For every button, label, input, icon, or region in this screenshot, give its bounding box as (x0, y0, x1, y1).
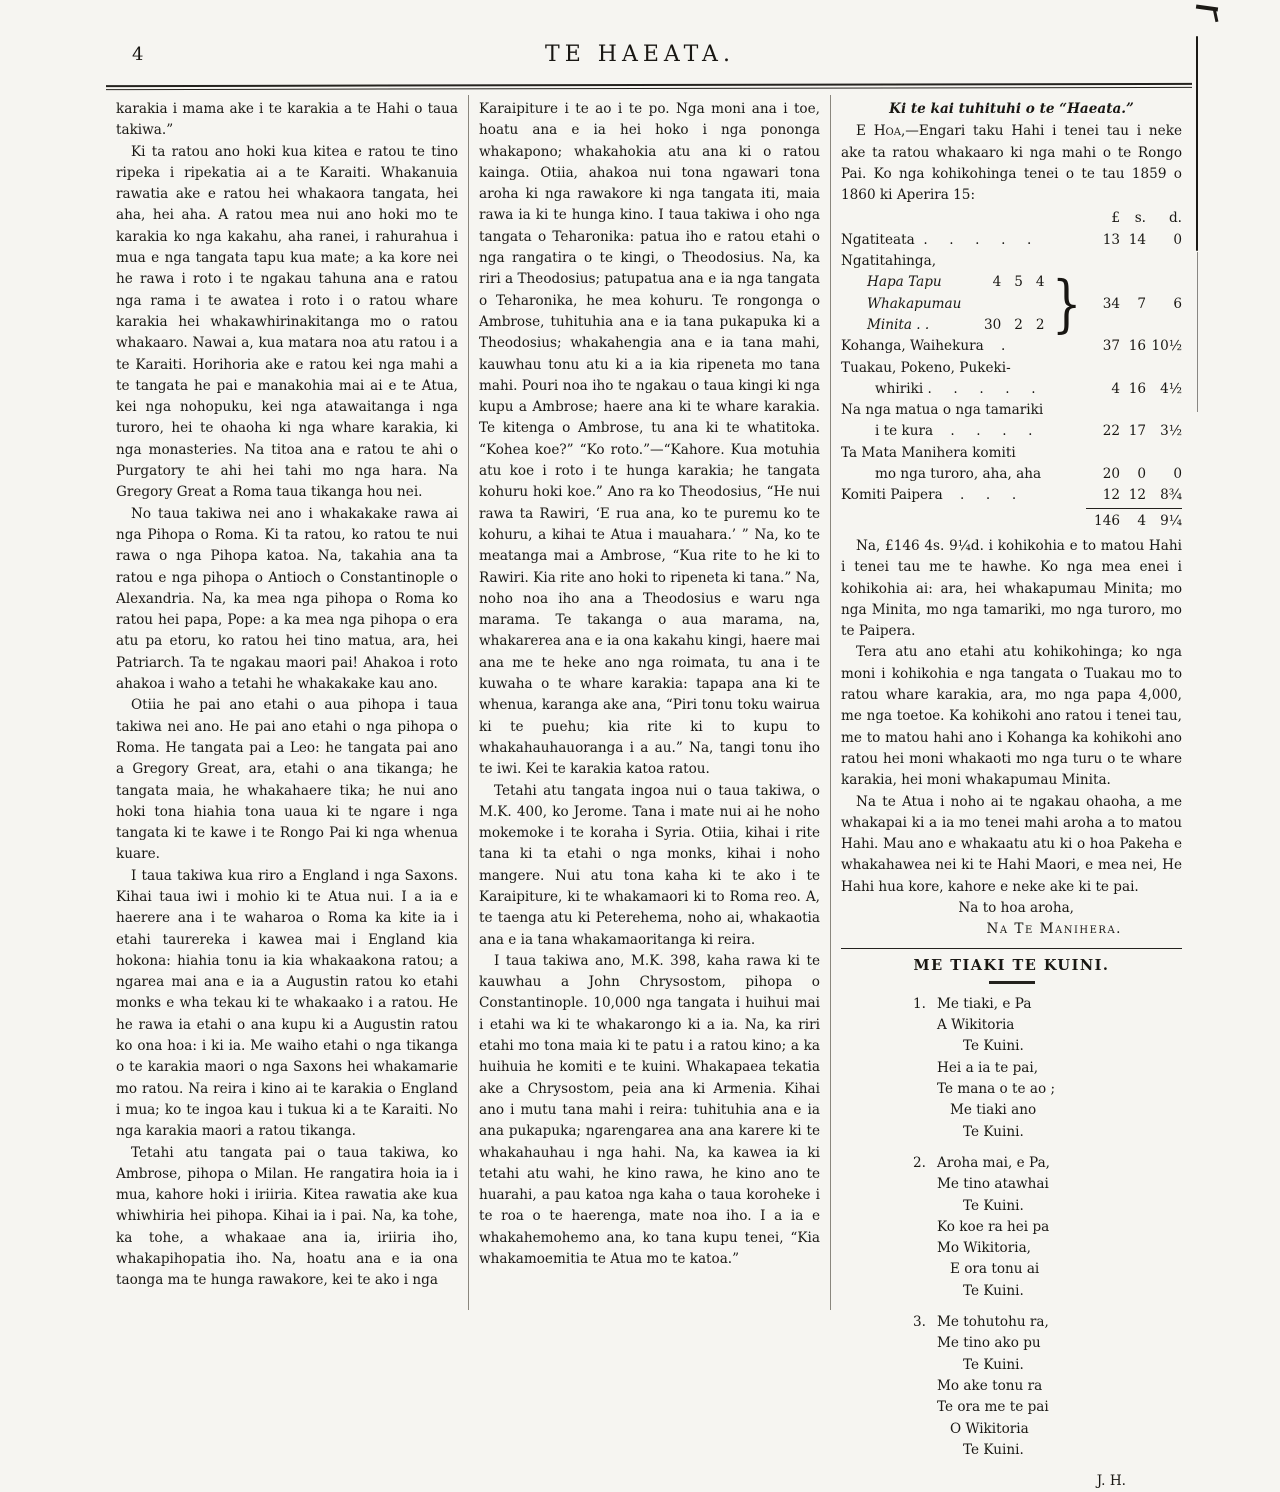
paragraph: Na te Atua i noho ai te ngakau ohaoha, a me whakapai ki a ia mo tenei mahi aroha a to matou Hahi. Mau ano e whakaatu atu ki o hoa Pakeha e whakahawea nei ki te Hahi Maori, e mea nei, He Hahi hua kore, kahore e neke ake ki te pai. (841, 793, 1182, 895)
table-row: Na nga matua o nga tamariki (841, 402, 1044, 419)
table-total-row: 146 4 9¼ (841, 508, 1182, 532)
poem-stanza: 3. Me tohutohu ra, Me tino ako pu Te Kuini. Mo ake tonu ra Te ora me te pai O Wikitoria Te Kuini. (913, 1314, 1049, 1458)
poem-stanza: 1. Me tiaki, e Pa A Wikitoria Te Kuini. Hei a ia te pai, Te mana o te ao ; Me tiaki ano Te Kuini. (913, 995, 1056, 1140)
section-divider (841, 948, 1182, 950)
table-subrow: Minita . . 30 2 2 (867, 316, 1045, 333)
table-row: whiriki . . . . . 4 16 4½ (875, 380, 1182, 397)
column-2 (468, 95, 830, 1310)
table-row: Ta Mata Manihera komiti (841, 444, 1016, 461)
paragraph: Tetahi atu tangata pai o taua takiwa, ko Ambrose, pihopa o Milan. He rangatira hoia ia i mua, kahore hoki i iriiria. Kitea rawatia ake kua whiwhiria hei pihopa. Kihai ia i pai. Na, ka tohe, ka tohe, a whakaae ana ia, iriiria iho, whakapihopatia iho. Na, hoatu ana e ia ona taonga ma te hunga rawakore, kei te ako i nga (116, 1144, 458, 1289)
table-row: Ngatiteata . . . . . 13 14 0 (841, 231, 1182, 248)
paragraph: Tera atu ano etahi atu kohikohinga; ko nga moni i kohikohia e nga tangata o Tuakau mo to ratou whare karakia, ara, mo nga papa 4,000, me nga toetoe. Ka kohikohi ano ratou i tenei tau, me to matou hahi ano i Kohanga ka kohikohi ano ratou hei moni whakaoti mo nga turu o te whare karakia, hei moni whakapumau Minita. (841, 644, 1182, 789)
poem-title: ME TIAKI TE KUINI. (913, 957, 1110, 975)
stanza-number: 2. (913, 1154, 926, 1171)
pence-header: d. (1168, 210, 1182, 227)
table-group-row: Hapa Tapu 4 5 4 Whakapumau Minita . . 30 2 2 } 34 7 6 (841, 272, 1182, 336)
signature: Na Te Manihera. (986, 921, 1122, 938)
paragraph: Na, £146 4s. 9¼d. i kohikohia e to matou Hahi i tenei tau me te hawhe. Ko nga mea enei i kohikohia ai: ara, hei whakapumau Minita; mo nga Minita, mo nga tamariki, mo nga turoro, mo te Paipera. (841, 537, 1182, 640)
table-row: Tuakau, Pokeno, Pukeki- (841, 359, 1011, 376)
table-row: mo nga turoro, aha, aha 20 0 0 (875, 466, 1182, 483)
scan-artifact (1196, 36, 1198, 251)
salutation: E Hoa, (856, 123, 906, 140)
header-rule (106, 84, 1192, 89)
letter-intro-text: —Engari taku Hahi i tenei tau i neke ake ta ratou whakaaro ki nga mahi o te Rongo Pai. Ko nga kohikohinga tenei o te tau 1859 o 1860 ki Aperira 15: (841, 123, 1183, 204)
paragraph: I taua takiwa ano, M.K. 398, kaha rawa ki te kauwhau a John Chrysostom, pihopa o Constantinople. 10,000 nga tangata i huihui mai i etahi wa ki te whakarongo ki a ia. Na, ka riri etahi mo tona maia ki te patu i a ratou kino; a ka huihuia he komiti e te kuini. Whakapaea tekatia ake a Chrysostom, peia ana ki Armenia. Kihai ano i mutu tana mahi i reira: tuhituhia ana e ia ana pukapuka; ngarengarea ana ana karere ki te whakahauhau i nga hahi. Na, ka kawea ia ki tetahi atu wahi, he kino rawa, he kino ano te huarahi, a pau katoa nga kaha o taua koroheke i te roa o te haerenga, mate noa iho. I a ia e whakahemohemo ana, ko tana kupu tenei, “Kia whakamoemitia te Atua mo te katoa.” (479, 952, 820, 1268)
paragraph: No taua takiwa nei ano i whakakake rawa ai nga Pihopa o Roma. Ki ta ratou, ko ratou te nui rawa o nga Pihopa katoa. Na, takahia ana ta ratou e nga pihopa o Antioch o Constantinople o Alexandria. Na, ka mea nga pihopa o Roma ko ratou hei papa, Pope: a ka mea nga pihopa o era atu pa etoru, ko ratou hei tino matua, ara, hei Patriarch. Ta te ngakau maori pai! Ahakoa i roto ahakoa i waho a tetahi he whakakake kau ano. (116, 505, 458, 693)
table-row: Kohanga, Waihekura . 37 16 10½ (841, 338, 1182, 355)
paragraph: Otiia he pai ano etahi o aua pihopa i taua takiwa nei ano. He pai ano etahi o nga pihopa o Roma. He tangata pai a Leo: he tangata pai ano a Gregory Great, ara, etahi o ana tikanga; he tangata maia, he whakahaere tika; he nui ano hoki tona hiahia tona uaua ki te ngare i nga tangata ki te kawe i te Rongo Pai ki nga whenua kuare. (116, 697, 458, 863)
poem-byline: J. H. (1096, 1473, 1126, 1490)
table-subrow: Whakapumau (867, 295, 962, 312)
paragraph: Ki ta ratou ano hoki kua kitea e ratou te tino ripeka i ripekatia ai a te Karaiti. Whakanuia rawatia ake e ratou hei whakaora tangata, hei aha, hei aha. A ratou mea nui ano hoki mo te karakia ko nga kakahu, aha ranei, i rahurahua i mua e nga tangata tapu kua mate; a ka kore nei he rawa i roto i te ngakau tahuna ana e ratou nga rama i te awatea i roto i o ratou whare karakia hei whakawhirinakitanga mo o ratou whakaaro. Nawai a, kua matara noa atu ratou i a te Karaiti. Horihoria ake e ratou kei nga mahi a te tangata he pai e manakohia mai ai e te Atua, kei nga nohopuku, kei nga atawaitanga i nga turoro, hei te ohaoha ki nga whare karakia, ki nga monasteries. Na titoa ana e ratou te ahi o Purgatory te ahi hei tahi mo nga hara. Na Gregory Great a Roma taua tikanga hou nei. (116, 143, 458, 501)
valediction: Na to hoa aroha, (958, 899, 1074, 916)
table-row: Ngatitahinga, (841, 253, 937, 270)
stanza-number: 3. (913, 1314, 926, 1331)
paragraph: karakia i mama ake i te karakia a te Hahi o taua takiwa.” (116, 101, 458, 139)
masthead-title: TE HAEATA. (545, 42, 735, 67)
stanza-number: 1. (913, 995, 926, 1012)
page-number: 4 (132, 44, 144, 65)
paragraph: Karaipiture i te ao i te po. Nga moni ana i toe, hoatu ana e ia hei hoko i nga pononga whakapono; whakahokia atu ana ki o ratou kainga. Otiia, ahakoa nui tona ngawari tona aroha ki nga rawakore ki nga tangata iti, maia rawa ia ki te hunga kino. I taua takiwa i oho nga tangata o Teharonika: patua iho e ratou etahi o nga rangatira o te kingi, o Theodosius. Na, ka riri a Theodosius; patupatua ana e ia nga tangata o Teharonika, he mea kohuru. Te rongonga o Ambrose, tuhituhia ana e ia tana pukapuka ki a Theodosius; whakahengia ana e ia tana mahi, kauwhau tonu atu ki a ia kia ripeneta mo tana mahi. Pouri noa iho te ngakau o taua kingi ki nga kupu a Ambrose; haere ana ki te whare karakia. Te kitenga o Ambrose, tu ana ki te whatitoka. “Kohea koe?” “Ko roto.”—“Kahore. Kua motuhia atu koe i roto i te hunga karakia; he tangata kohuru hoki koe.” Ano ra ko Theodosius, “He nui rawa ta Rawiri, ‘E rua ana, ko te puremu ko te kohuru, a kihai te Atua i mauahara.’ ” Na, ko te meatanga mai a Ambrose, “Kua rite to he ki to Rawiri. Kia rite ano hoki to ripeneta ki tana.” Na, noho noa iho ana a Theodosius e waru nga marama. Te takanga o aua marama, na, whakarerea ana e ia ona kakahu kingi, haere mai ana me te heke ano nga roimata, tu ana i te kuwaha o te whare karakia: tapapa ana ki te whenua, karanga ake ana, “Piri tonu toku wairua ki te puehu; kia rite ki to kupu to whakahauhauoranga i a au.” Na, tangi tonu iho te iwi. Kei te karakia katoa ratou. (479, 101, 820, 778)
letter-heading: Ki te kai tuhituhi o te “Haeata.” (889, 101, 1134, 117)
table-currency-header (841, 208, 1182, 229)
article-columns (106, 95, 1192, 1490)
page-header (0, 0, 1280, 104)
pounds-header: £ (1111, 210, 1120, 227)
column-3 (830, 95, 1192, 1490)
table-row: Komiti Paipera . . . 12 12 8¾ (841, 487, 1182, 504)
scan-artifact (1197, 252, 1198, 412)
table-row: i te kura . . . . 22 17 3½ (875, 423, 1182, 440)
letter-intro (841, 121, 1182, 206)
table-brace: } (1051, 267, 1082, 341)
paragraph: I taua takiwa kua riro a England i nga Saxons. Kihai taua iwi i mohio ki te Atua nui. I a ia e haerere ana i te waharoa o Roma ka kite ia i etahi taurereka i kawea mai i England kia hokona: hiahia tonu ia kia whakaakona ratou; a ngarea mai ana e ia a Augustin ratou ko etahi monks e wha tekau ki te whakaako i a ratou. He he rawa ia etahi o ana kupu ki a Augustin ratou ko ona hoa: i ki ia. Me waiho etahi o nga tikanga o te karakia maori o nga Saxons hei whakamarie mo ratou. Na reira i kino ai te karakia o England i mua; ko te ingoa kau i tukua ki a te Karaiti. No nga karakia maori a ratou tikanga. (116, 867, 458, 1140)
paragraph: Tetahi atu tangata ingoa nui o taua takiwa, o M.K. 400, ko Jerome. Tana i mate nui ai he noho mokemoke i te koraha i Syria. Otiia, kihai i rite tana ki ta etahi o nga monks, kihai i noho mangere. Nui atu tona kaha ki te ako i te Karaipiture, ki te whakamaori ki to Roma reo. A, te taenga atu ki Peterehema, noho ai, whakaotia ana e ia tana whakamaoritanga ki reira. (479, 782, 820, 948)
title-rule (989, 981, 1035, 983)
shillings-header: s. (1134, 210, 1146, 227)
poem-stanza: 2. Aroha mai, e Pa, Me tino atawhai Te Kuini. Ko koe ra hei pa Mo Wikitoria, E ora tonu ai Te Kuini. (913, 1154, 1050, 1299)
table-subrow: Hapa Tapu 4 5 4 (867, 274, 1045, 291)
collections-table (841, 208, 1182, 531)
column-1 (106, 95, 468, 1310)
